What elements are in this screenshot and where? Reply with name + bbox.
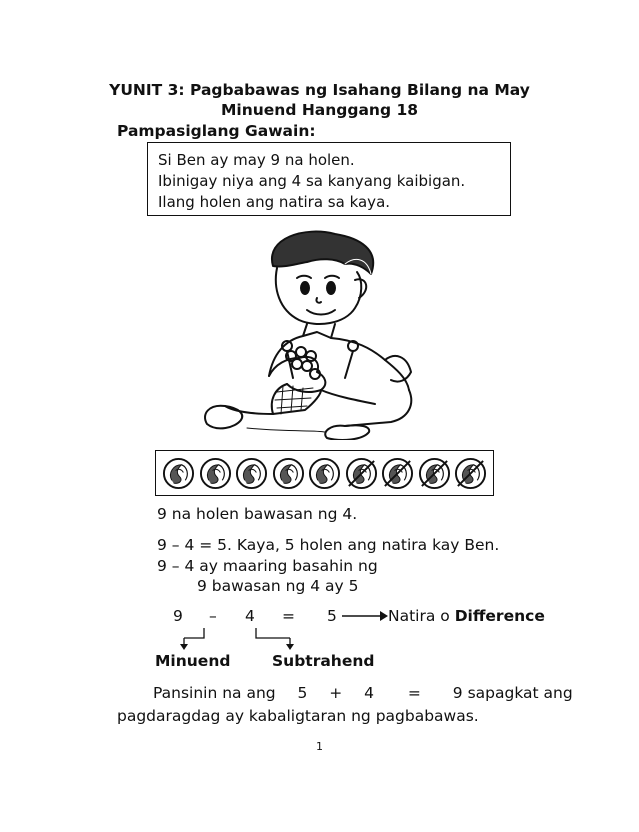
explanation-line-2: 9 – 4 = 5. Kaya, 5 holen ang natira kay Ben.	[157, 536, 500, 554]
minuend-value: 9	[173, 607, 183, 625]
marble-crossed-icon	[381, 457, 414, 490]
difference-label-bold: Difference	[454, 607, 545, 625]
difference-label	[388, 606, 545, 626]
closing-num-4: 4	[364, 684, 375, 702]
explanation-line-4: 9 bawasan ng 4 ay 5	[197, 577, 359, 595]
marble-crossed-icon	[418, 457, 451, 490]
marble-icon	[199, 457, 232, 490]
explanation-line-1: 9 na holen bawasan ng 4.	[157, 505, 358, 523]
closing-text-f: 9 sapagkat ang	[452, 684, 573, 702]
marble-icon	[272, 457, 305, 490]
closing-plus: +	[329, 684, 343, 702]
problem-line-3: Ilang holen ang natira sa kaya.	[158, 193, 391, 211]
closing-text-a: Pansinin na ang	[153, 684, 276, 702]
minuend-pointer-arrow-icon	[176, 626, 216, 650]
page-number: 1	[316, 740, 323, 753]
closing-line-1	[153, 683, 573, 703]
problem-box	[147, 142, 511, 216]
problem-line-2: Ibinigay niya ang 4 sa kanyang kaibigan.	[158, 172, 466, 190]
section-heading: Pampasiglang Gawain:	[117, 122, 316, 140]
boy-with-marbles-illustration	[195, 228, 445, 440]
marbles-row	[155, 450, 494, 496]
closing-num-5: 5	[297, 684, 308, 702]
marble-icon	[235, 457, 268, 490]
arrow-right-icon	[340, 606, 390, 626]
explanation-line-3: 9 – 4 ay maaring basahin ng	[157, 557, 378, 575]
marble-crossed-icon	[345, 457, 378, 490]
equals-sign: =	[282, 607, 295, 625]
difference-label-prefix: Natira o	[388, 607, 455, 625]
subtrahend-value: 4	[245, 607, 255, 625]
minus-sign: –	[209, 607, 217, 625]
marble-icon	[308, 457, 341, 490]
closing-line-2: pagdaragdag ay kabaligtaran ng pagbabawas.	[117, 707, 479, 725]
problem-line-1: Si Ben ay may 9 na holen.	[158, 151, 355, 169]
subtrahend-label: Subtrahend	[272, 652, 375, 670]
difference-value: 5	[327, 607, 337, 625]
unit-title-line2: Minuend Hanggang 18	[220, 101, 419, 119]
unit-title-line1: YUNIT 3: Pagbabawas ng Isahang Bilang na May	[109, 81, 530, 99]
marble-crossed-icon	[454, 457, 487, 490]
marble-icon	[162, 457, 195, 490]
minuend-label: Minuend	[155, 652, 231, 670]
closing-equals: =	[407, 684, 421, 702]
subtrahend-pointer-arrow-icon	[250, 626, 310, 650]
